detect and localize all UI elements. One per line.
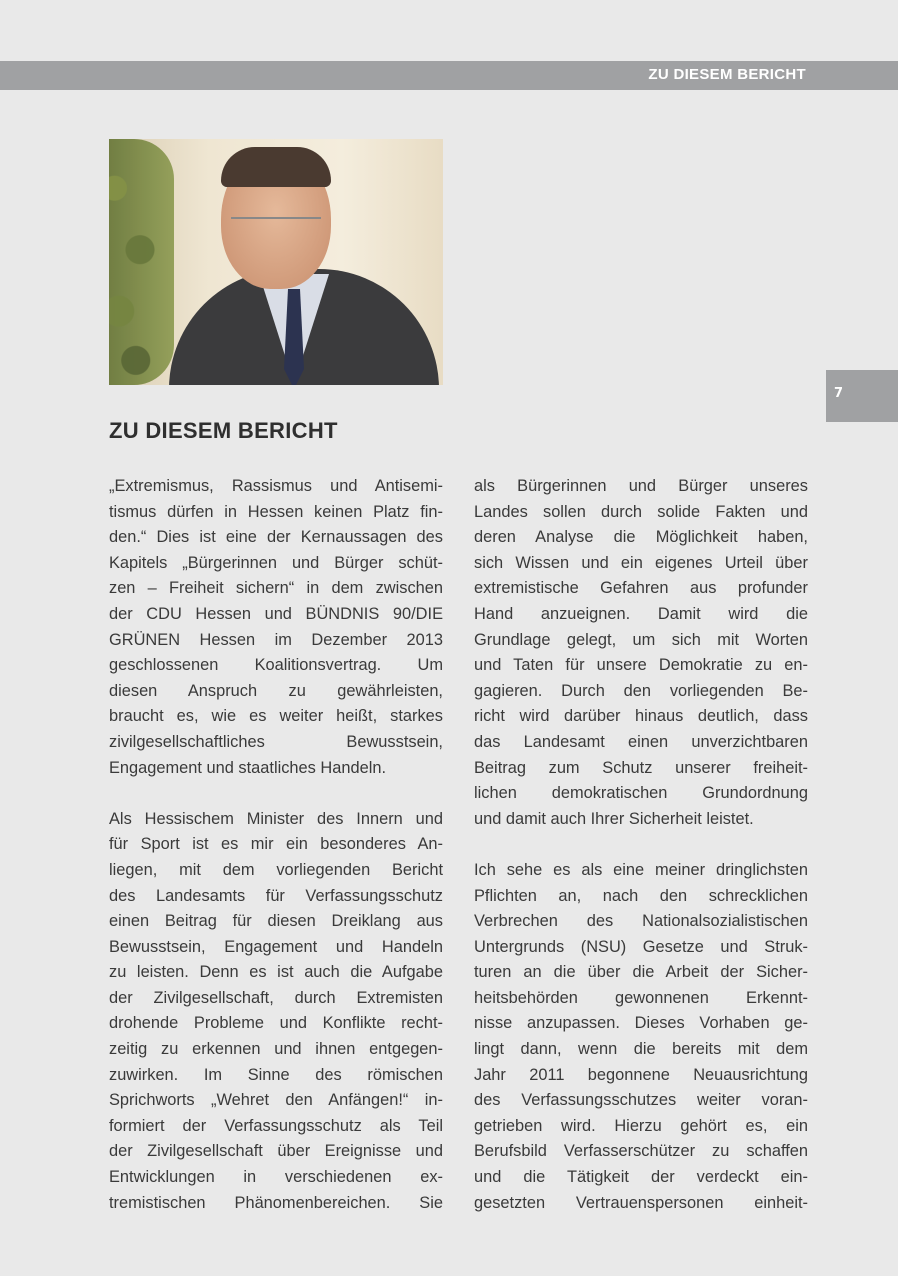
- section-header-bar: [0, 61, 898, 90]
- text-line: diesen Anspruch zu gewährleisten,: [109, 681, 443, 700]
- text-line: zuwirken. Im Sinne des römischen: [109, 1065, 443, 1084]
- text-line: Engagement und staatliches Handeln.: [109, 758, 387, 777]
- text-line: liegen, mit dem vorliegenden Bericht: [109, 860, 443, 879]
- text-line: zen – Freiheit sichern“ in dem zwischen: [109, 579, 443, 598]
- text-line: gesetzten Vertrauenspersonen einheit-: [474, 1193, 808, 1212]
- text-line: zu leisten. Denn es ist auch die Aufgabe: [109, 963, 443, 982]
- text-line: Sprichworts „Wehret den Anfängen!“ in-: [109, 1091, 443, 1110]
- text-line: GRÜNEN Hessen im Dezember 2013: [109, 630, 443, 649]
- text-line: tismus dürfen in Hessen keinen Platz fin-: [109, 502, 443, 521]
- text-line: und damit auch Ihrer Sicherheit leistet.: [474, 809, 754, 828]
- text-line: „Extremismus, Rassismus und Antisemi-: [109, 477, 443, 495]
- text-line: des Landesamts für Verfassungsschutz: [109, 886, 443, 905]
- text-line: lichen demokratischen Grundordnung: [474, 784, 808, 803]
- text-line: zeitig zu erkennen und ihnen entgegen-: [109, 1040, 443, 1059]
- text-line: Pflichten an, nach den schrecklichen: [474, 886, 808, 905]
- plant-background: [109, 139, 174, 385]
- text-line: Untergrunds (NSU) Gesetze und Struk-: [474, 937, 808, 956]
- text-line: nisse anzupassen. Dieses Vorhaben ge-: [474, 1014, 808, 1033]
- text-line: richt wird darüber hinaus deutlich, dass: [474, 707, 808, 726]
- paragraph: [109, 807, 443, 1217]
- text-line: der Zivilgesellschaft über Ereignisse und: [109, 1142, 443, 1161]
- text-line: und die Tätigkeit der verdeckt ein-: [474, 1168, 808, 1187]
- text-line: Jahr 2011 begonnene Neuausrichtung: [474, 1065, 808, 1084]
- minister-portrait-photo: [109, 139, 443, 385]
- paragraph: [474, 474, 808, 832]
- text-line: Hand anzueignen. Damit wird die: [474, 604, 808, 623]
- text-line: Ich sehe es als eine meiner dringlichsten: [474, 860, 808, 879]
- text-line: sich Wissen und ein eigenes Urteil über: [474, 553, 808, 572]
- text-line: Bewusstsein, Engagement und Handeln: [109, 937, 443, 956]
- text-line: deren Analyse die Möglichkeit haben,: [474, 528, 808, 547]
- text-line: einen Beitrag für diesen Dreiklang aus: [109, 912, 443, 931]
- text-line: Kapitels „Bürgerinnen und Bürger schüt-: [109, 553, 443, 572]
- hair: [221, 147, 331, 187]
- text-line: Landes sollen durch solide Fakten und: [474, 502, 808, 521]
- text-column-left: [109, 474, 443, 1242]
- page-title: ZU DIESEM BERICHT: [109, 418, 338, 443]
- text-line: gagieren. Durch den vorliegenden Be-: [474, 681, 808, 700]
- text-column-right: [474, 474, 808, 1242]
- text-line: geschlossenen Koalitionsvertrag. Um: [109, 656, 443, 675]
- text-line: Berufsbild Verfasserschützer zu schaffen: [474, 1142, 808, 1161]
- text-line: für Sport ist es mir ein besonderes An-: [109, 835, 443, 854]
- text-line: der CDU Hessen und BÜNDNIS 90/DIE: [109, 604, 443, 623]
- text-line: Entwicklungen in verschiedenen ex-: [109, 1168, 443, 1187]
- page-number-tab: [826, 370, 898, 422]
- text-line: den.“ Dies ist eine der Kernaussagen des: [109, 528, 443, 547]
- text-line: Verbrechen des Nationalsozialistischen: [474, 912, 808, 931]
- text-line: extremistische Gefahren aus profunder: [474, 579, 808, 598]
- text-line: tremistischen Phänomenbereichen. Sie: [109, 1193, 443, 1212]
- text-line: der Zivilgesellschaft, durch Extremisten: [109, 988, 443, 1007]
- text-line: heitsbehörden gewonnenen Erkennt-: [474, 988, 808, 1007]
- paragraph: [474, 858, 808, 1216]
- section-header-title: ZU DIESEM BERICHT: [648, 66, 806, 83]
- text-line: und Taten für unsere Demokratie zu en-: [474, 656, 808, 675]
- text-line: drohende Probleme und Konflikte recht-: [109, 1014, 443, 1033]
- text-line: braucht es, wie es weiter heißt, starkes: [109, 707, 443, 726]
- paragraph: [109, 474, 443, 781]
- text-line: des Verfassungsschutzes weiter voran-: [474, 1091, 808, 1110]
- text-line: das Landesamt einen unverzichtbaren: [474, 732, 808, 751]
- text-line: Als Hessischem Minister des Innern und: [109, 809, 443, 828]
- text-line: Beitrag zum Schutz unserer freiheit-: [474, 758, 808, 777]
- text-line: lingt dann, wenn die bereits mit dem: [474, 1040, 808, 1059]
- text-line: als Bürgerinnen und Bürger unseres: [474, 477, 808, 495]
- text-line: zivilgesellschaftliches Bewusstsein,: [109, 732, 443, 751]
- text-line: turen an die über die Arbeit der Sicher-: [474, 963, 808, 982]
- text-line: Grundlage gelegt, um sich mit Worten: [474, 630, 808, 649]
- page-number: 7: [834, 386, 844, 401]
- text-line: getrieben wird. Hierzu gehört es, ein: [474, 1116, 808, 1135]
- glasses: [231, 217, 321, 235]
- text-line: formiert der Verfassungsschutz als Teil: [109, 1116, 443, 1135]
